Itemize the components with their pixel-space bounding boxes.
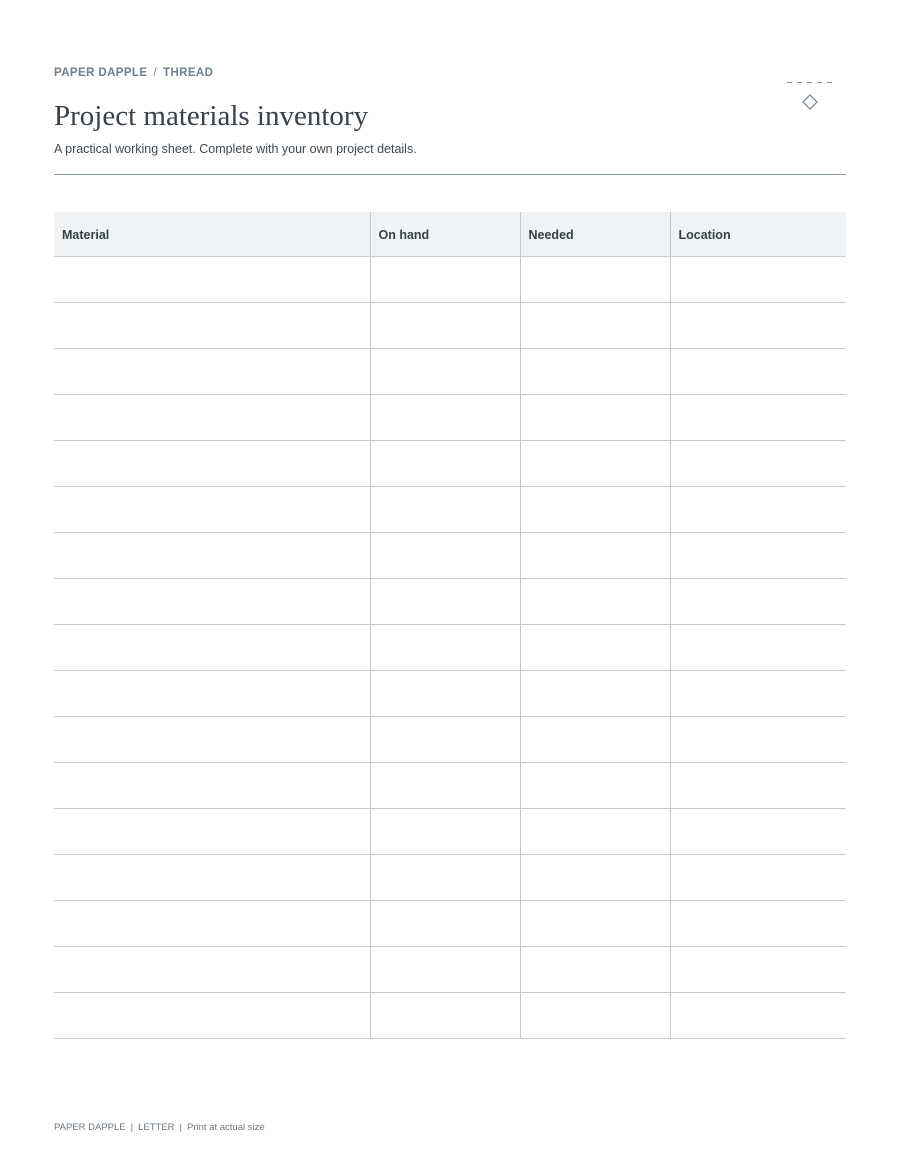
cell-location[interactable] [670, 809, 846, 855]
cell-on-hand[interactable] [370, 947, 520, 993]
page-title: Project materials inventory [54, 100, 369, 132]
cell-material[interactable] [54, 763, 370, 809]
diamond-outline-icon [786, 76, 836, 116]
cell-on-hand[interactable] [370, 579, 520, 625]
cell-material[interactable] [54, 349, 370, 395]
cell-material[interactable] [54, 809, 370, 855]
footer-paper-size: LETTER [138, 1122, 175, 1133]
table-row [54, 855, 846, 901]
cell-needed[interactable] [520, 993, 670, 1039]
cell-on-hand[interactable] [370, 717, 520, 763]
cell-location[interactable] [670, 855, 846, 901]
page-subtitle: A practical working sheet. Complete with your own project details. [54, 142, 417, 156]
cell-material[interactable] [54, 717, 370, 763]
table-row [54, 303, 846, 349]
column-header-material: Material [54, 212, 370, 257]
cell-on-hand[interactable] [370, 809, 520, 855]
cell-location[interactable] [670, 533, 846, 579]
table-body [54, 257, 846, 1039]
cell-location[interactable] [670, 579, 846, 625]
cell-needed[interactable] [520, 579, 670, 625]
cell-on-hand[interactable] [370, 855, 520, 901]
cell-material[interactable] [54, 625, 370, 671]
cell-location[interactable] [670, 763, 846, 809]
cell-location[interactable] [670, 717, 846, 763]
cell-location[interactable] [670, 901, 846, 947]
cell-needed[interactable] [520, 947, 670, 993]
cell-material[interactable] [54, 671, 370, 717]
cell-needed[interactable] [520, 625, 670, 671]
cell-on-hand[interactable] [370, 901, 520, 947]
cell-needed[interactable] [520, 763, 670, 809]
table-row [54, 901, 846, 947]
table-row [54, 441, 846, 487]
table-row [54, 257, 846, 303]
cell-location[interactable] [670, 625, 846, 671]
table-row [54, 763, 846, 809]
cell-on-hand[interactable] [370, 625, 520, 671]
cell-material[interactable] [54, 257, 370, 303]
cell-location[interactable] [670, 947, 846, 993]
column-header-needed: Needed [520, 212, 670, 257]
cell-needed[interactable] [520, 809, 670, 855]
footer-separator: | [179, 1122, 183, 1133]
table-row [54, 671, 846, 717]
cell-on-hand[interactable] [370, 533, 520, 579]
cell-on-hand[interactable] [370, 993, 520, 1039]
table-row [54, 717, 846, 763]
breadcrumb-collection: THREAD [163, 67, 214, 79]
cell-material[interactable] [54, 441, 370, 487]
footer-print-note: Print at actual size [187, 1122, 265, 1133]
table-header-row [54, 212, 846, 257]
cell-material[interactable] [54, 855, 370, 901]
cell-on-hand[interactable] [370, 395, 520, 441]
cell-on-hand[interactable] [370, 257, 520, 303]
cell-location[interactable] [670, 487, 846, 533]
cell-material[interactable] [54, 901, 370, 947]
cell-needed[interactable] [520, 257, 670, 303]
cell-material[interactable] [54, 533, 370, 579]
cell-location[interactable] [670, 395, 846, 441]
cell-needed[interactable] [520, 487, 670, 533]
table-row [54, 625, 846, 671]
table-row [54, 395, 846, 441]
column-header-on-hand: On hand [370, 212, 520, 257]
cell-needed[interactable] [520, 717, 670, 763]
table-row [54, 487, 846, 533]
cell-needed[interactable] [520, 533, 670, 579]
cell-location[interactable] [670, 671, 846, 717]
table-row [54, 579, 846, 625]
table-row [54, 349, 846, 395]
cell-material[interactable] [54, 579, 370, 625]
cell-on-hand[interactable] [370, 763, 520, 809]
header-divider [54, 174, 846, 175]
cell-needed[interactable] [520, 349, 670, 395]
cell-needed[interactable] [520, 303, 670, 349]
cell-material[interactable] [54, 303, 370, 349]
cell-location[interactable] [670, 257, 846, 303]
cell-needed[interactable] [520, 671, 670, 717]
cell-material[interactable] [54, 993, 370, 1039]
worksheet-page [54, 0, 846, 1165]
inventory-table [54, 212, 846, 1039]
cell-on-hand[interactable] [370, 671, 520, 717]
column-header-location: Location [670, 212, 846, 257]
cell-location[interactable] [670, 303, 846, 349]
cell-material[interactable] [54, 947, 370, 993]
footer-separator: | [130, 1122, 134, 1133]
cell-on-hand[interactable] [370, 487, 520, 533]
table-row [54, 533, 846, 579]
breadcrumb-separator: / [153, 67, 158, 79]
cell-needed[interactable] [520, 395, 670, 441]
cell-material[interactable] [54, 487, 370, 533]
cell-location[interactable] [670, 993, 846, 1039]
cell-location[interactable] [670, 441, 846, 487]
cell-on-hand[interactable] [370, 441, 520, 487]
cell-material[interactable] [54, 395, 370, 441]
page-footer [54, 1122, 265, 1133]
footer-brand: PAPER DAPPLE [54, 1122, 126, 1133]
cell-needed[interactable] [520, 855, 670, 901]
cell-needed[interactable] [520, 901, 670, 947]
table-row [54, 993, 846, 1039]
table-row [54, 809, 846, 855]
cell-location[interactable] [670, 349, 846, 395]
cell-needed[interactable] [520, 441, 670, 487]
breadcrumb [54, 67, 213, 79]
breadcrumb-brand: PAPER DAPPLE [54, 67, 148, 79]
cell-on-hand[interactable] [370, 349, 520, 395]
cell-on-hand[interactable] [370, 303, 520, 349]
table-row [54, 947, 846, 993]
